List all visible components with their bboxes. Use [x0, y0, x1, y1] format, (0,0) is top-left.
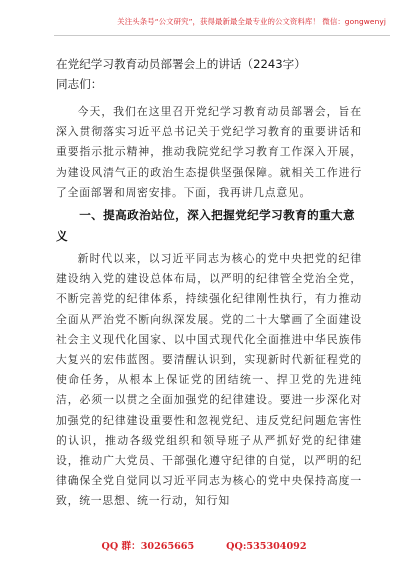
footer-contact: [0, 538, 408, 552]
paragraph-intro: 今天，我们在这里召开党纪学习教育动员部署会，旨在深入贯彻落实习近平总书记关于党纪学习教育的重要讲话和重要指示批示精神，推动我院党纪学习教育工作深入开展，为建设风清气正的政治生态提供坚强保障。就相关工作进行了全面部署和周密安排。下面，我再讲几点意见。: [56, 105, 362, 199]
salutation: 同志们：: [56, 77, 103, 91]
header-divider: [54, 35, 390, 36]
document-body: [56, 54, 362, 512]
footer-qq-group: QQ 群：30265665: [101, 541, 195, 552]
document-title: 在党纪学习教育动员部署会上的讲话（2243字）: [56, 57, 306, 71]
section-heading-1: 一、提高政治站位，深入把握党纪学习教育的重大意义: [56, 208, 356, 244]
paragraph-section-1: 新时代以来，以习近平同志为核心的党中央把党的纪律建设纳入党的建设总体布局，以严明的纪律管全党治全党，不断完善党的纪律体系，持续强化纪律刚性执行，有力推动全面从严治党不断向纵深发展。党的二十大擘画了全面建设社会主义现代化国家、以中国式现代化全面推进中华民族伟大复兴的宏伟蓝图。要清醒认识到，实现新时代新征程党的使命任务，从根本上保证党的团结统一、捍卫党的先进纯洁，必须一以贯之全面加强党的纪律建设。要进一步深化对加强党的纪律建设重要性和忽视党纪、违反党纪问题危害性的认识，推动各级党组织和领导班子从严抓好党的纪律建设，推动广大党员、干部强化遵守纪律的自觉，以严明的纪律确保全党自觉同以习近平同志为核心的党中央保持高度一致，统一思想、统一行动，知行知: [56, 252, 362, 508]
header-watermark: 关注头条号“公文研究”，获得最新最全最专业的公文资料库！ 微信：gongwenyj: [117, 17, 386, 26]
footer-qq: QQ:535304092: [226, 541, 307, 552]
